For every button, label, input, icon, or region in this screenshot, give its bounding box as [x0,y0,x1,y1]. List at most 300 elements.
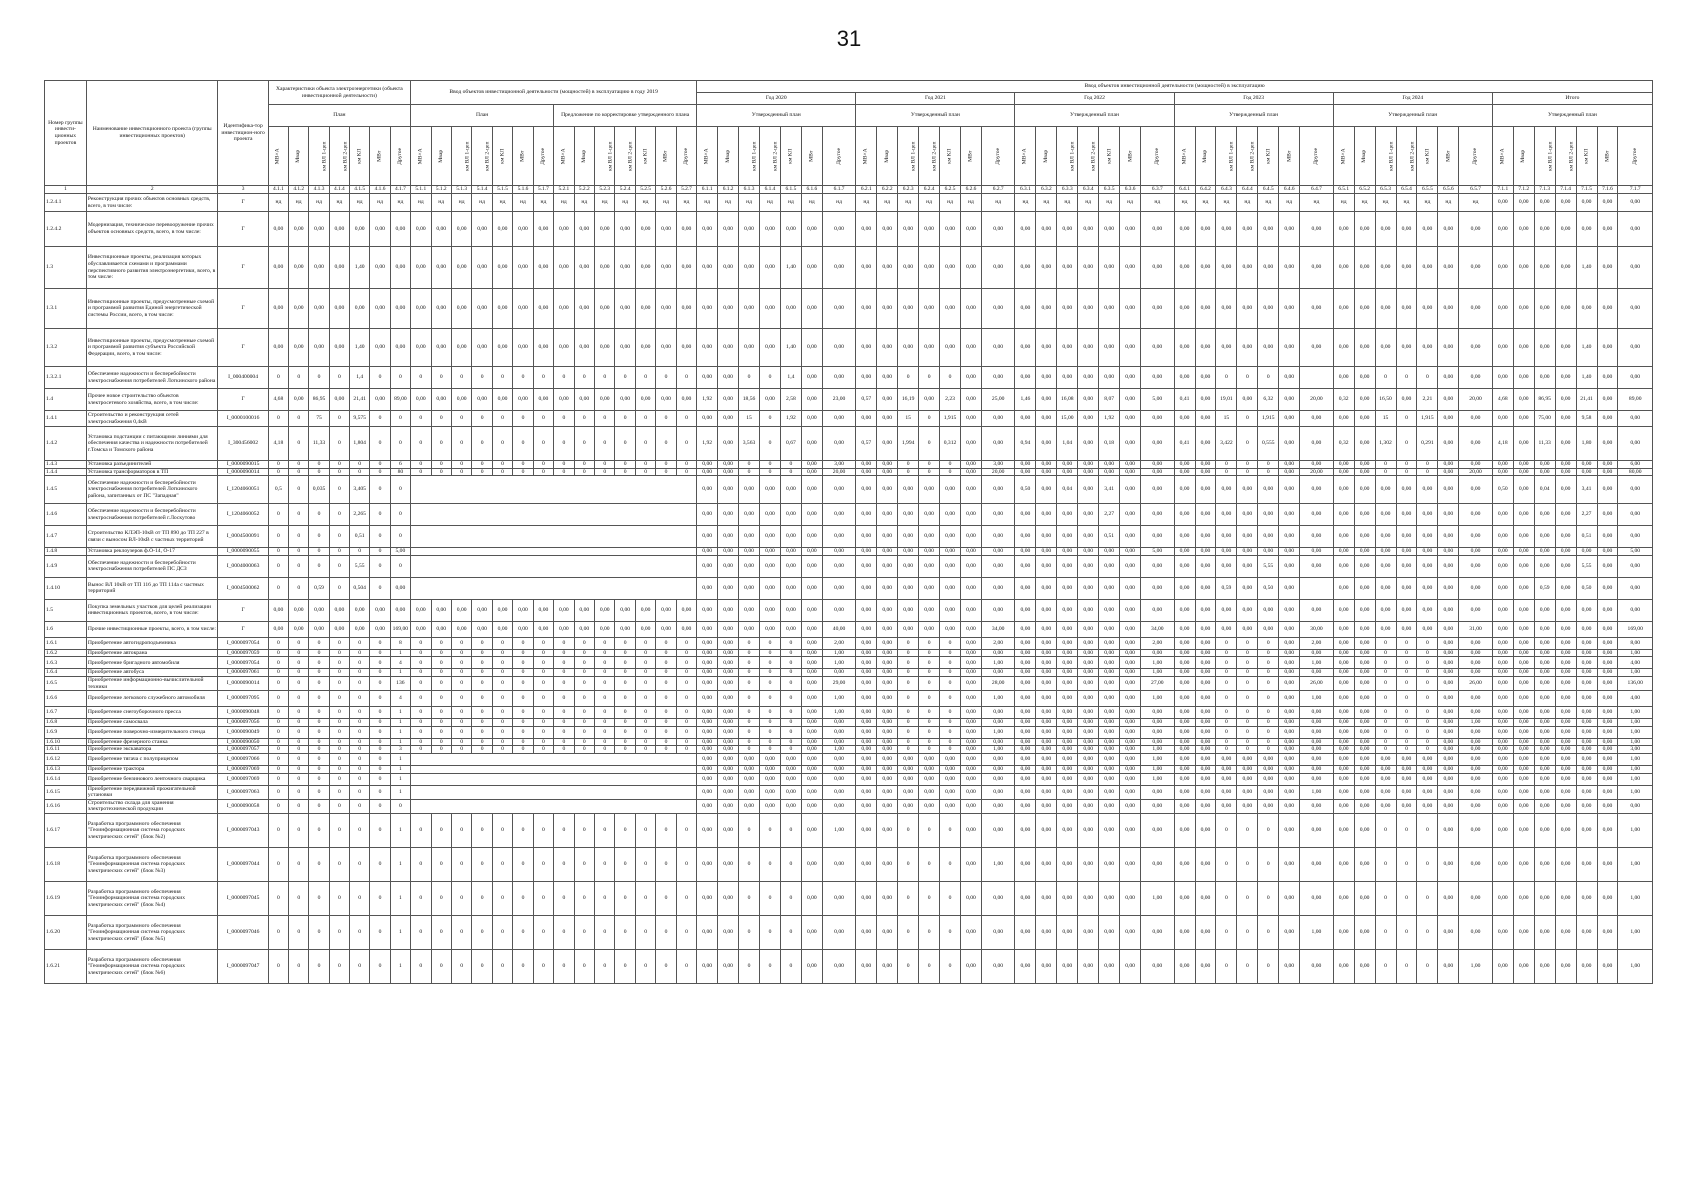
value-cell: 0,00 [1141,289,1175,329]
value-cell: 0,00 [1015,289,1036,329]
value-cell: 0,00 [492,247,512,289]
value-cell: 0,00 [1438,949,1459,983]
value-cell: 0,00 [1333,765,1354,773]
header-unit [1459,127,1493,186]
value-cell: 0,00 [1438,621,1459,637]
value-cell: 0 [329,427,349,461]
header-unit [898,127,919,186]
value-cell: 26,00 [1300,676,1334,690]
value-cell: 0,51 [1576,526,1597,548]
value-cell: 0,00 [877,599,898,621]
value-cell: 0,00 [1438,427,1459,461]
value-cell: 0 [615,669,635,677]
value-cell: 0,00 [1354,389,1375,411]
value-cell: 0,00 [1195,719,1216,727]
value-cell: 0,00 [981,773,1015,785]
value-cell: 0,00 [1492,847,1513,881]
value-cell: 0,00 [780,785,801,799]
value-cell: 0 [676,669,696,677]
value-cell: 0,00 [981,738,1015,746]
value-cell: 0,00 [1195,915,1216,949]
value-cell: 0,00 [1195,773,1216,785]
value-cell: 0,00 [1279,621,1300,637]
value-cell: 0 [513,657,533,669]
value-cell: 0 [289,719,309,727]
value-cell: 0 [289,649,309,657]
value-cell: 0 [940,949,961,983]
value-cell: нд [1036,194,1057,212]
value-cell: 0 [533,649,553,657]
value-cell: 0 [268,669,288,677]
value-cell: 0 [554,746,574,754]
value-cell: 3,563 [739,427,760,461]
value-cell: 0,312 [940,427,961,461]
value-cell: 0,00 [1618,212,1653,247]
value-cell: нд [1417,194,1438,212]
value-cell: 0 [898,719,919,727]
value-cell: 0,00 [877,468,898,476]
value-cell: 0 [739,726,760,738]
value-cell: 0,00 [1438,577,1459,599]
value-cell: 0,00 [1120,555,1141,577]
value-cell: 0,00 [1015,949,1036,983]
value-cell: 0 [635,915,655,949]
value-cell: 0 [1237,461,1258,469]
value-cell: 0,00 [822,504,856,526]
value-cell: 0,00 [1195,746,1216,754]
value-cell: 0,00 [1195,753,1216,765]
value-cell: 0,00 [822,526,856,548]
row-project-name: Инвестиционные проекты, предусмотренные схемой и программой развития субъекта Российской Федерации, всего, в том числе: [86,329,218,367]
value-cell: 0,00 [718,599,739,621]
value-cell: 11,33 [1534,427,1555,461]
value-cell: 0 [289,738,309,746]
value-cell: 0,00 [877,411,898,427]
value-cell: 0,00 [780,504,801,526]
value-cell: 0 [919,411,940,427]
value-cell: 0,00 [1513,785,1534,799]
header-unit-label: МВт [1285,150,1292,162]
value-cell: 0 [1237,738,1258,746]
value-cell: 0,00 [760,389,781,411]
header-unit [309,127,329,186]
value-cell: 0 [533,949,553,983]
value-cell: 20,00 [981,468,1015,476]
value-cell: 0,00 [961,548,982,556]
value-cell: 0 [760,915,781,949]
value-cell: 0 [309,555,329,577]
value-cell: 0 [940,915,961,949]
value-cell: 0 [370,577,390,599]
value-cell: 0,00 [919,753,940,765]
header-unit-label: км КЛ [1583,148,1590,164]
value-cell: 0 [451,411,471,427]
value-cell: 0 [739,468,760,476]
value-cell: 0,00 [1576,719,1597,727]
value-cell: 0,00 [877,389,898,411]
value-cell: 0 [533,915,553,949]
value-cell: 0 [615,726,635,738]
value-cell: 19,01 [1216,389,1237,411]
value-cell: 0 [533,726,553,738]
value-cell: 0,00 [1375,577,1396,599]
value-cell: 0,00 [472,329,492,367]
value-cell: 0,00 [1174,785,1195,799]
header-unit-label: км КЛ [946,148,953,164]
value-cell: 0 [1258,726,1279,738]
value-cell: 0 [635,738,655,746]
value-cell: 0,00 [268,212,288,247]
value-cell: 0,00 [822,881,856,915]
table-row [45,738,1653,746]
value-cell: 0 [350,461,370,469]
row-project-id: I_000400004 [218,367,268,389]
value-cell: 0 [1396,461,1417,469]
row-number: 1.4.2 [45,427,87,461]
header-unit [961,127,982,186]
value-cell: 0,00 [1333,555,1354,577]
value-cell: 0,00 [780,548,801,556]
value-cell: 0,00 [981,765,1015,773]
value-cell: 0,00 [961,621,982,637]
value-cell: 0,00 [1354,329,1375,367]
value-cell: 0,59 [309,577,329,599]
value-cell: 0 [533,367,553,389]
value-cell: 0,00 [718,476,739,504]
value-cell: 20,00 [1459,468,1493,476]
value-cell: 0,00 [801,427,822,461]
header-year: Год 2023 [1174,93,1333,105]
value-cell: 0,00 [1597,468,1618,476]
value-cell: 34,00 [981,621,1015,637]
value-cell: 0,00 [1015,599,1036,621]
value-cell: 0,00 [595,247,615,289]
index-cell: 6.1.3 [739,186,760,194]
value-cell: 1 [390,669,410,677]
value-cell: 0,41 [1174,389,1195,411]
value-cell: 0,00 [919,329,940,367]
row-number: 1.6.12 [45,753,87,765]
value-cell: 0 [309,548,329,556]
value-cell: 1 [390,738,410,746]
index-cell: 6.1.1 [697,186,718,194]
row-project-name: Модернизация, техническое перевооружение прочих объектов основных средств, всего, в том числе: [86,212,218,247]
value-cell: 0 [431,847,451,881]
row-project-id: I_0000097061 [218,669,268,677]
value-cell: 0 [390,427,410,461]
value-cell: 1,00 [822,649,856,657]
value-cell: 0 [289,555,309,577]
index-cell: 1 [45,186,87,194]
header-unit [431,127,451,186]
value-cell: 0 [513,468,533,476]
value-cell: 0,00 [1417,799,1438,813]
header-unit [350,127,370,186]
value-cell: 0,00 [1492,915,1513,949]
value-cell: 0,00 [1375,289,1396,329]
value-cell: 0,00 [1354,676,1375,690]
value-cell: 1,00 [1141,773,1175,785]
value-cell: 0,00 [1216,247,1237,289]
value-cell: 0,00 [289,247,309,289]
value-cell: 0 [431,813,451,847]
header-unit [595,127,615,186]
value-cell: 1,00 [1141,746,1175,754]
index-cell: 6.5.5 [1417,186,1438,194]
index-cell: 6.3.1 [1015,186,1036,194]
value-cell: 0,00 [718,657,739,669]
value-cell: 0,00 [1534,813,1555,847]
header-year: Год 2020 [697,93,856,105]
value-cell: нд [1438,194,1459,212]
value-cell: 0,00 [1174,247,1195,289]
value-cell: 0,00 [697,691,718,707]
value-cell: 0,00 [898,773,919,785]
value-cell: 0 [268,676,288,690]
value-cell: 0,00 [635,212,655,247]
value-cell: 0,00 [1597,738,1618,746]
value-cell: 0,00 [1438,555,1459,577]
index-cell: 6.5.6 [1438,186,1459,194]
value-cell: 89,00 [390,389,410,411]
value-cell: 0,00 [1120,427,1141,461]
index-cell: 6.2.1 [856,186,877,194]
index-cell: 4.1.1 [268,186,288,194]
value-cell: 0,00 [1513,773,1534,785]
value-cell: 0,00 [1057,765,1078,773]
value-cell: 0,00 [877,773,898,785]
value-cell: 0 [898,649,919,657]
value-cell: 0,00 [1015,738,1036,746]
value-cell: 0,00 [289,389,309,411]
row-project-id: Г [218,212,268,247]
value-cell: 0,00 [1555,726,1576,738]
value-cell: 0 [350,637,370,649]
row-number: 1.6.20 [45,915,87,949]
header-unit [1300,127,1334,186]
value-cell: 1 [390,847,410,881]
value-cell: 0,00 [1300,813,1334,847]
value-cell: 0,00 [411,621,431,637]
value-cell: 0 [411,411,431,427]
value-cell: 0 [940,847,961,881]
value-cell: 0 [289,526,309,548]
value-cell: 0,00 [1597,427,1618,461]
value-cell: 0,00 [1174,691,1195,707]
value-cell: 0,00 [1174,289,1195,329]
value-cell: 0,00 [1258,504,1279,526]
value-cell: 0,00 [1141,738,1175,746]
value-cell: 0,00 [595,599,615,621]
value-cell: 0 [574,738,594,746]
value-cell: 0 [268,785,288,799]
value-cell: 0 [1375,719,1396,727]
value-cell: 0 [431,707,451,719]
value-cell: 0,00 [1099,329,1120,367]
value-cell: 0,00 [1078,657,1099,669]
value-cell: 0 [411,813,431,847]
value-cell: 0 [919,657,940,669]
value-cell: 0 [1258,691,1279,707]
value-cell: 0,00 [822,577,856,599]
value-cell: нд [877,194,898,212]
value-cell: 0,00 [1438,707,1459,719]
index-cell: 5.2.7 [676,186,696,194]
value-cell: 0,00 [981,427,1015,461]
value-cell: 0,00 [1258,765,1279,773]
value-cell: 0,00 [822,765,856,773]
value-cell: 0,00 [574,289,594,329]
header-unit-label: км ВЛ 2-цеп [627,141,634,171]
value-cell: 0,00 [1120,726,1141,738]
value-cell: 0,00 [856,526,877,548]
row-project-id: I_0004000063 [218,555,268,577]
value-cell: 0,00 [1057,691,1078,707]
value-cell: 0,00 [1534,548,1555,556]
value-cell: 1 [390,707,410,719]
value-cell: 0,00 [1438,726,1459,738]
value-cell: 0,00 [472,212,492,247]
table-row [45,194,1653,212]
value-cell: нд [1258,194,1279,212]
value-cell: 0,00 [1195,548,1216,556]
value-cell: 0,00 [1375,247,1396,289]
row-project-name: Обеспечение надежности и бесперебойности электроснабжения потребителей Лоткинского района, запитанных от ПС "Западная" [86,476,218,504]
value-cell: 0,00 [919,548,940,556]
value-cell: 0,00 [1354,427,1375,461]
value-cell: 0,00 [309,329,329,367]
value-cell: 0,00 [1438,738,1459,746]
value-cell: 0,00 [1078,726,1099,738]
value-cell: 0 [919,847,940,881]
value-cell: 0,00 [1513,949,1534,983]
value-cell: 0,00 [1555,707,1576,719]
header-unit-label: Другое [994,147,1001,165]
value-cell: 0,00 [1597,746,1618,754]
value-cell: 0,00 [1036,548,1057,556]
value-cell: 0,00 [697,329,718,367]
value-cell: 0,00 [1555,389,1576,411]
value-cell: 0,00 [370,212,390,247]
value-cell: 0,00 [1174,746,1195,754]
value-cell: 0 [760,657,781,669]
value-cell: 0 [739,847,760,881]
value-cell: 0,00 [1492,468,1513,476]
value-cell: 0,00 [718,726,739,738]
table-row [45,247,1653,289]
value-cell: нд [268,194,288,212]
value-cell: 0 [451,676,471,690]
value-cell: 0,00 [697,548,718,556]
value-cell: 0 [289,799,309,813]
value-cell: 0 [411,881,431,915]
value-cell: 0,00 [1036,676,1057,690]
value-cell: 0 [574,719,594,727]
row-project-name: Приобретение информационно-вычислительной техники [86,676,218,690]
value-cell: 0,00 [801,389,822,411]
value-cell: 0 [595,915,615,949]
value-cell: 0 [656,881,676,915]
value-cell: 0 [574,881,594,915]
table-row [45,881,1653,915]
value-cell: 0 [1237,746,1258,754]
header-unit-label: Мвар [1361,149,1368,163]
value-cell: 0 [1375,676,1396,690]
value-cell: 0,00 [877,329,898,367]
value-cell: 0,00 [1174,799,1195,813]
value-cell: 0,00 [718,799,739,813]
value-cell: 0,00 [1120,649,1141,657]
value-cell: 0,00 [554,289,574,329]
value-cell: 0,00 [1300,329,1334,367]
value-cell: 0 [492,707,512,719]
value-cell: 0,00 [697,847,718,881]
value-cell: нд [513,194,533,212]
value-cell: 0 [1237,719,1258,727]
value-cell: 0,00 [877,881,898,915]
value-cell: 0,00 [822,427,856,461]
value-cell: 0,00 [760,247,781,289]
value-cell: 0 [1396,847,1417,881]
value-cell: 0,00 [697,719,718,727]
value-cell: 0 [309,669,329,677]
value-cell: 0,00 [1492,289,1513,329]
value-cell: 0 [1216,719,1237,727]
value-cell: 0,00 [718,813,739,847]
value-cell: 0 [329,847,349,881]
value-cell: 0 [615,847,635,881]
value-cell: 0 [1396,367,1417,389]
value-cell: 0,00 [856,649,877,657]
value-cell: нд [1015,194,1036,212]
value-cell: 0,04 [1057,476,1078,504]
header-unit [919,127,940,186]
value-cell: 0,00 [1141,329,1175,367]
value-cell: 0,00 [1300,949,1334,983]
value-cell: 0,00 [451,599,471,621]
value-cell: 0,00 [877,526,898,548]
value-cell: 0,00 [1438,799,1459,813]
value-cell: 0,00 [877,367,898,389]
value-cell: 0 [268,367,288,389]
value-cell: 0,504 [350,577,370,599]
value-cell: 0,00 [718,289,739,329]
row-number: 1.4.7 [45,526,87,548]
value-cell: 0 [289,468,309,476]
value-cell: 0,00 [1354,726,1375,738]
value-cell: 0,00 [1576,881,1597,915]
value-cell: 0,00 [1141,726,1175,738]
value-cell: нд [1099,194,1120,212]
value-cell: 0,00 [1555,847,1576,881]
value-cell: 0,00 [1333,847,1354,881]
value-cell: 0,00 [1195,526,1216,548]
value-cell: 0,00 [1513,637,1534,649]
value-cell: 0 [635,411,655,427]
value-cell: 0,00 [1555,289,1576,329]
value-cell: 0,00 [1597,548,1618,556]
value-cell: 0,00 [961,461,982,469]
table-row [45,649,1653,657]
value-cell: 1 [390,813,410,847]
value-cell: 0 [1258,657,1279,669]
value-cell: 0,00 [513,212,533,247]
row-project-id: I_0000090014 [218,468,268,476]
index-cell: 5.1.2 [431,186,451,194]
value-cell: 0,00 [780,773,801,785]
value-cell: 0 [289,773,309,785]
empty-2019-cells [411,526,697,548]
